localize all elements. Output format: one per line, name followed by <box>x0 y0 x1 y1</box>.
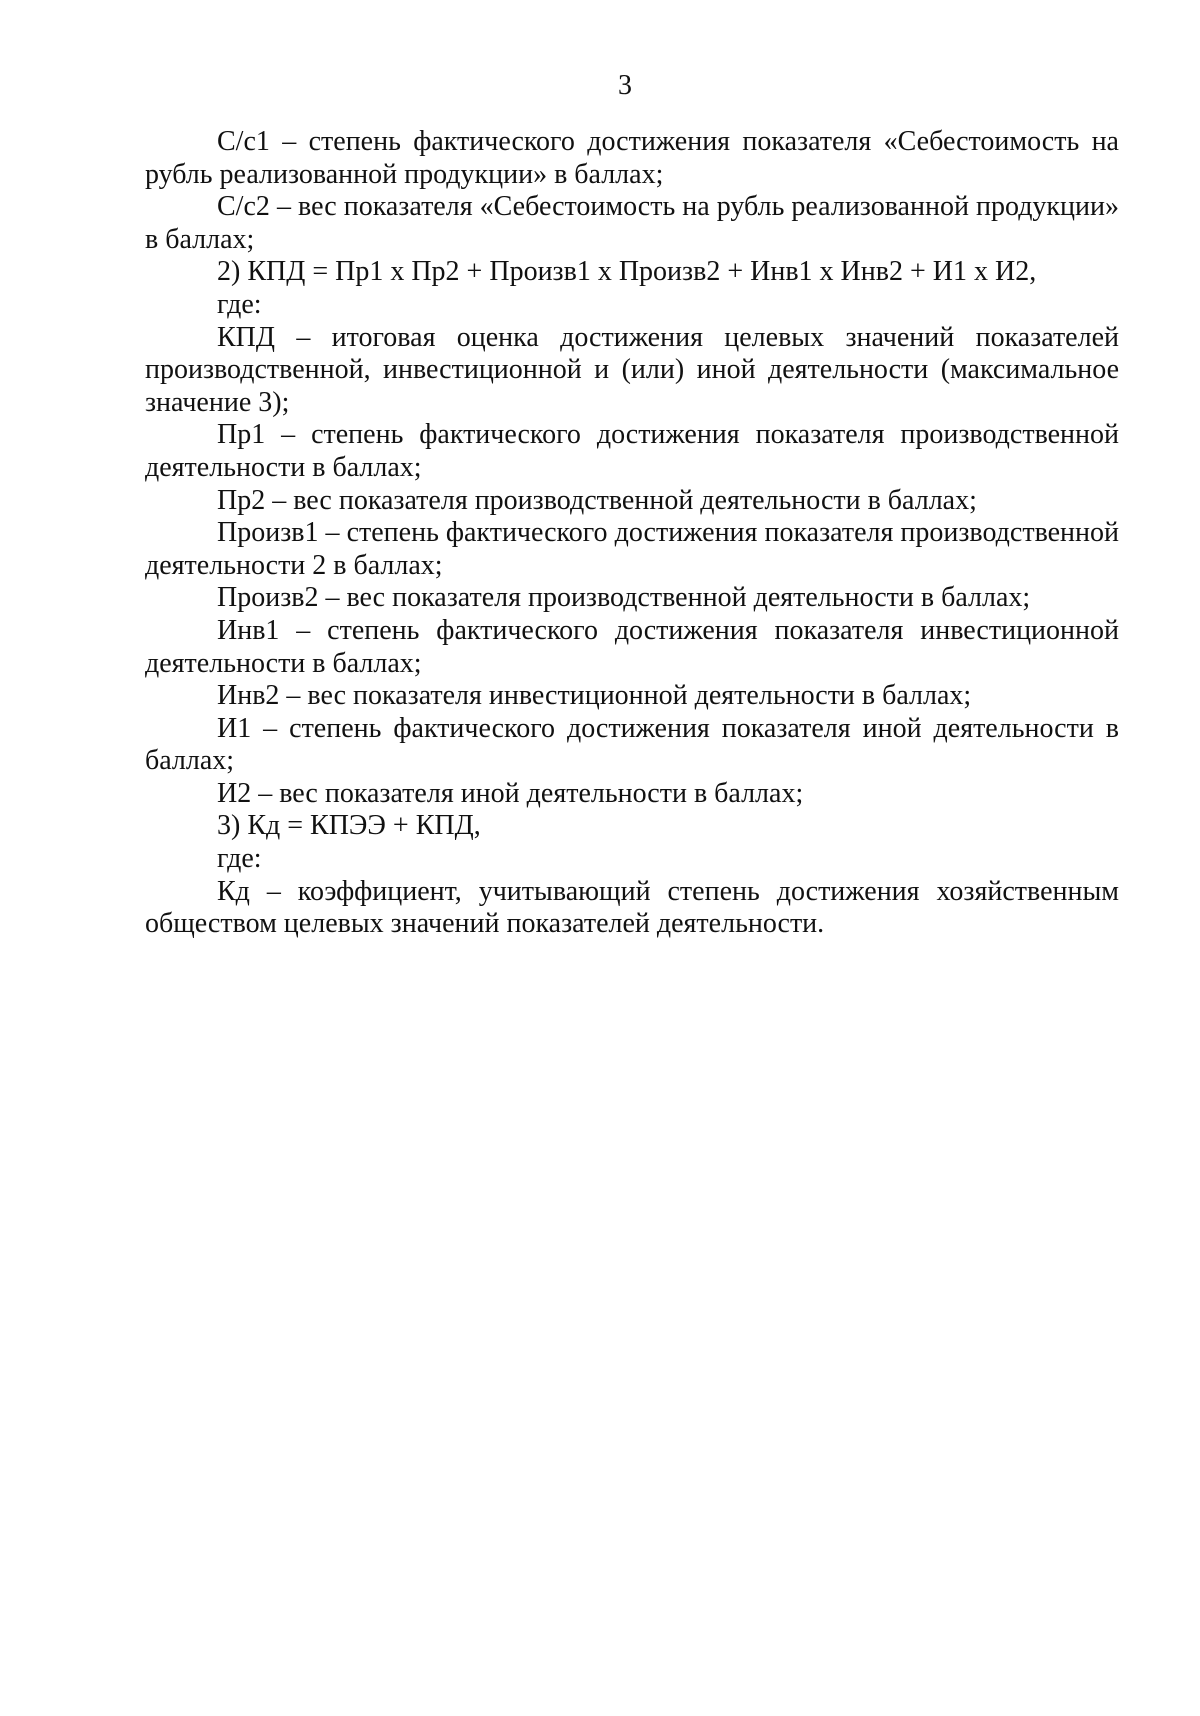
paragraph-proizv1-definition: Произв1 – степень фактического достижения показателя производственной деятельности 2 в баллах; <box>145 517 1119 581</box>
paragraph-pr2-definition: Пр2 – вес показателя производственной деятельности в баллах; <box>217 484 977 516</box>
paragraph-i1-definition: И1 – степень фактического достижения показателя иной деятельности в баллах; <box>145 712 1119 777</box>
paragraph-where-2: где: <box>217 843 262 875</box>
page-number: 3 <box>618 70 632 101</box>
document-body <box>145 126 1119 941</box>
paragraph-kpd-definition: КПД – итоговая оценка достижения целевых значений показателей производственной, инвестиционной и (или) иной деятельности (максимальное значение 3); <box>145 321 1119 418</box>
paragraph-i2-definition: И2 – вес показателя иной деятельности в баллах; <box>217 777 804 809</box>
paragraph-inv1-definition: Инв1 – степень фактического достижения показателя инвестиционной деятельности в баллах; <box>145 614 1119 679</box>
formula-kd: 3) Кд = КПЭЭ + КПД, <box>217 810 481 842</box>
paragraph-inv2-definition: Инв2 – вес показателя инвестиционной деятельности в баллах; <box>217 680 972 712</box>
paragraph-pr1-definition: Пр1 – степень фактического достижения показателя производственной деятельности в баллах; <box>145 419 1119 483</box>
paragraph-cs2-definition: С/с2 – вес показателя «Себестоимость на рубль реализованной продукции» в баллах; <box>145 191 1119 255</box>
paragraph-proizv2-definition: Произв2 – вес показателя производственной деятельности в баллах; <box>217 582 1031 614</box>
formula-kpd: 2) КПД = Пр1 х Пр2 + Произв1 х Произв2 + Инв1 х Инв2 + И1 х И2, <box>217 256 1037 288</box>
paragraph-where-1: где: <box>217 288 262 320</box>
paragraph-kd-definition: Кд – коэффициент, учитывающий степень достижения хозяйственным обществом целевых значений показателей деятельности. <box>145 875 1119 940</box>
paragraph-cs1-definition: С/с1 – степень фактического достижения показателя «Себестоимость на рубль реализованной продукции» в баллах; <box>145 126 1119 190</box>
